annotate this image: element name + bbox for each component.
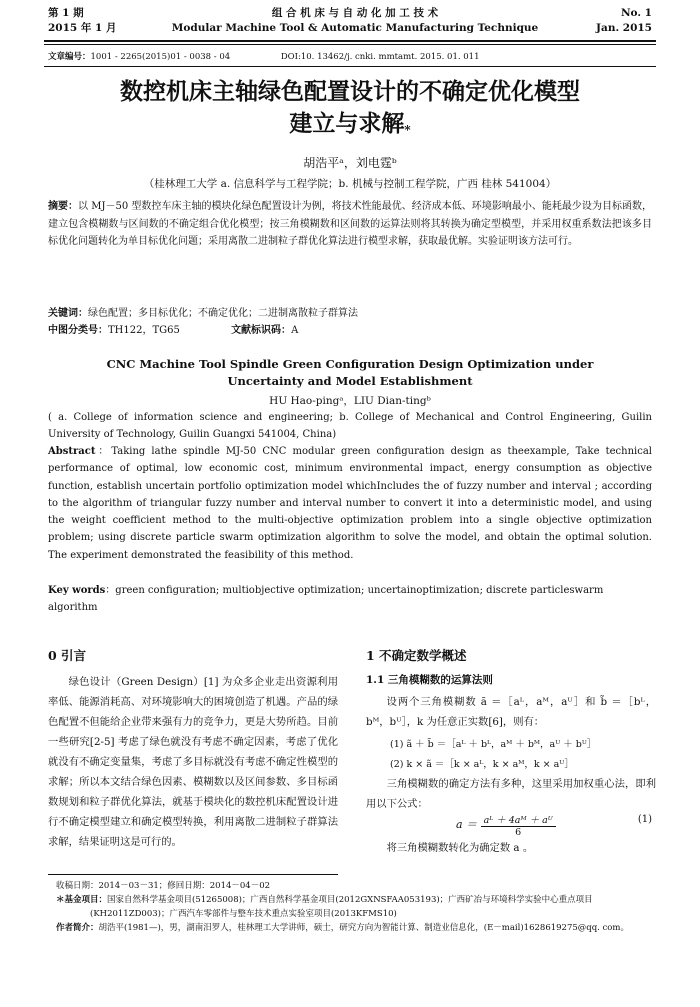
header-rule-thin <box>44 44 656 45</box>
doi: DOI:10. 13462/j. cnki. mmtamt. 2015. 01. 011 <box>280 52 480 62</box>
footnote-author: 作者简介：胡浩平(1981—)，男，湖南汨罗人，桂林理工大学讲师，硕士，研究方向为智能计算、制造业信息化，(E－mail)1628619275@qq. com。 <box>56 923 629 933</box>
affiliation-en: ( a. College of information science and engineering; b. College of Mechanical and Control Engineering, Guilin University of Technology, Guilin Guangxi 541004, China) <box>48 412 652 440</box>
authors-en: HU Hao-pingᵃ，LIU Dian-tingᵇ <box>269 395 431 407</box>
footnote-received: 收稿日期：2014－03－31；修回日期：2014－04－02 <box>56 881 271 891</box>
journal-issue-en: No. 1 Jan. 2015 <box>596 7 652 34</box>
article-info: 文章编号：1001 - 2265(2015)01 - 0038 - 04 DOI:10. 13462/j. cnki. mmtamt. 2015. 01. 011 <box>48 52 480 62</box>
classification: 中图分类号：TH122，TG65 文献标识码：A <box>48 325 299 336</box>
authors-cn: 胡浩平ᵃ，刘电霆ᵇ <box>303 156 397 170</box>
subsection-1-1-heading: 1.1 三角模糊数的运算法则 <box>366 674 493 686</box>
journal-name-en: Modular Machine Tool & Automatic Manufacturing Technique <box>171 22 539 34</box>
formula-1: a ＝ $\frac{\text{aᴸ ＋ 4aᴹ ＋ aᵁ}}{6}$ <box>456 812 556 838</box>
abstract-cn: 摘要：以 MJ－50 型数控车床主轴的模块化绿色配置设计为例，将技术性能最优、经济成本低、环境影响最小、能耗最少设为目标函数，建立包含模糊数与区间数的不确定组合优化模型；按三角模糊数和区间数的运算法则将其转换为确定型模型，并采用权重系数法把该多目标优化问题转化为单目标优化问题；采用离散二进制粒子群优化算法进行模型求解，获取最优解。实验证明该方法可行。 <box>48 201 652 247</box>
clc-number: TH122，TG65 <box>108 325 180 336</box>
section-1-1-paragraph-3: 将三角模糊数转化为确定数 a 。 <box>386 842 534 854</box>
title-cn: 数控机床主轴绿色配置设计的不确定优化模型 建立与求解* <box>120 78 580 137</box>
section-1-1-paragraph: 设两个三角模糊数 ã ＝［aᴸ，aᴹ，aᵁ］和 b̃ ＝［bᴸ，bᴹ，bᵁ］，k 为任意正实数[6]，则有： <box>366 696 656 728</box>
equation-number: (1) <box>637 814 652 825</box>
keywords-cn: 关键词：绿色配置；多目标优化；不确定优化；二进制离散粒子群算法 <box>48 308 358 319</box>
fund-mark: * <box>404 123 411 137</box>
section-0-heading: 0 引言 <box>48 648 87 663</box>
doc-code: A <box>291 325 299 336</box>
affiliation-cn: （桂林理工大学 a. 信息科学与工程学院；b. 机械与控制工程学院，广西 桂林 541004） <box>143 178 557 190</box>
keywords-en: Key words：green configuration; multiobjective optimization; uncertainoptimization; discrete particleswarm algorithm <box>48 585 604 613</box>
rule-scalar-multiplication: (2) k × ã ＝［k × aᴸ，k × aᴹ，k × aᵁ］ <box>390 759 574 770</box>
journal-issue-cn: 第 1 期 2015 年 1 月 <box>48 7 117 34</box>
article-number: 1001 - 2265(2015)01 - 0038 - 04 <box>90 52 231 62</box>
section-1-heading: 1 不确定数学概述 <box>366 648 467 663</box>
header-rule-thick <box>44 40 656 42</box>
formula-fraction: $\frac{\text{aᴸ ＋ 4aᴹ ＋ aᵁ}}{6}$ <box>481 812 556 838</box>
section-1-1-paragraph-2: 三角模糊数的确定方法有多种，这里采用加权重心法，即利用以下公式： <box>366 778 656 810</box>
footnote-fund-cont: (KH2011ZD003)；广西汽车零部件与整车技术重点实验室项目(2013KFMS10) <box>90 909 397 919</box>
rule-addition: (1) ã ＋ b̃ ＝［aᴸ ＋ bᴸ，aᴹ ＋ bᴹ，aᵁ ＋ bᵁ］ <box>390 739 597 750</box>
title-en: CNC Machine Tool Spindle Green Configuration Design Optimization under Uncertainty and Model Establishment <box>106 357 594 388</box>
journal-name <box>170 6 540 36</box>
footnote-fund: ＊基金项目：国家自然科学基金项目(51265008)；广西自然科学基金项目(2012GXNSFAA053193)；广西矿冶与环境科学实验中心重点项目 <box>56 895 593 905</box>
abstract-en: Abstract：Taking lathe spindle MJ-50 CNC modular green configuration design as theexample, Take technical performance of optimal, low economic cost, minimum environmental impact, energy consumption as objective function, establish uncertain portfolio optimization model whichIncludes the of fuzzy number and interval ; according to the algorithm of triangular fuzzy number and interval number to convert it into a deterministic model, and using the weight coefficient method to the multi-objective optimization problem into a single objective optimization problem; using discrete particle swarm optimization algorithm to solve the model, and obtain the optimal solution. The experiment demonstrated the feasibility of this method. <box>48 446 652 561</box>
footnotes <box>56 879 656 935</box>
footnote-rule <box>48 874 338 875</box>
info-rule <box>44 66 656 67</box>
journal-name-cn: 组 合 机 床 与 自 动 化 加 工 技 术 <box>271 7 439 19</box>
section-0-body: 绿色设计（Green Design）[1] 为众多企业走出资源利用率低、能源消耗高、对环境影响大的困境创造了机遇。产品的绿色配置不但能给企业带来强有力的竞争力，更是大势所趋。目前一些研究[2-5] 考虑了绿色就没有考虑不确定因素，考虑了优化就没有不确定变量集，考虑了多目标就没有考虑不确定性模型的求解；所以本文结合绿色因素、模糊数以及区间参数、多目标函数规划和粒子群优化算法，就基于模块化的数控机床配置设计进行不确定模型建立和确定模型转换，利用离散二进制粒子群算法求解，结果证明这是可行的。 <box>48 676 338 848</box>
